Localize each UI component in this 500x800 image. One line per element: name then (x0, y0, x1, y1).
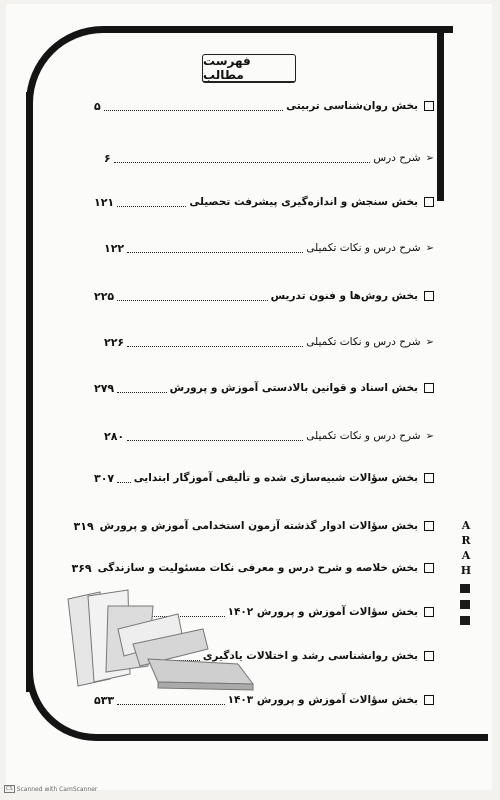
toc-entry (94, 380, 434, 396)
toc-page-number: ۱۲۲ (104, 241, 125, 255)
toc-label: بخش سؤالات شبیه‌سازی شده و تألیفی آموزگار ابتدایی (133, 472, 418, 484)
side-block (460, 584, 470, 593)
toc-entry (94, 194, 434, 210)
arrow-bullet-icon: ➢ (425, 430, 434, 442)
toc-page-number: ۶ (104, 151, 111, 165)
toc-page-number: ۳۱۹ (73, 519, 94, 533)
side-block (460, 600, 470, 609)
toc-page-number: ۳۶۹ (71, 561, 92, 575)
toc-entry (94, 470, 434, 486)
toc-entry (73, 518, 434, 534)
dot-leader (114, 154, 371, 163)
toc-label: شرح درس و نکات تکمیلی (306, 336, 421, 348)
dot-leader (117, 292, 268, 301)
toc-entry (94, 288, 434, 304)
toc-page-number: ۵۳۳ (94, 693, 115, 707)
toc-label: شرح درس و نکات تکمیلی (306, 242, 421, 254)
toc-label: شرح درس (373, 152, 421, 164)
square-bullet-icon (424, 521, 434, 531)
toc-label: بخش سؤالات ادوار گذشته آزمون استخدامی آموزش و پرورش (99, 520, 418, 532)
toc-page-number: ۲۷۹ (94, 381, 115, 395)
frame-right-border (437, 26, 444, 201)
toc-page-number: ۲۲۶ (104, 335, 125, 349)
frame-left-border (26, 92, 33, 692)
page-title: فهرست مطالب (202, 54, 296, 83)
square-bullet-icon (424, 695, 434, 705)
toc-label: بخش روش‌ها و فنون تدریس (270, 290, 418, 302)
toc-label: بخش روانشناسی رشد و اختلالات یادگیری (202, 650, 418, 662)
square-bullet-icon (424, 651, 434, 661)
toc-label: بخش سنجش و اندازه‌گیری پیشرفت تحصیلی (189, 196, 418, 208)
side-letter: R (461, 534, 471, 547)
side-letter: A (461, 549, 471, 562)
arrow-bullet-icon: ➢ (425, 336, 434, 348)
scanner-text: Scanned with CamScanner (16, 785, 98, 793)
toc-page-number: ۱۲۱ (94, 195, 115, 209)
dot-leader (117, 474, 131, 483)
toc-label: بخش خلاصه و شرح درس و معرفی نکات مسئولیت و سازندگی (97, 562, 418, 574)
toc-page-number: ۲۲۵ (94, 289, 115, 303)
arrow-bullet-icon: ➢ (425, 152, 434, 164)
arrow-bullet-icon: ➢ (425, 242, 434, 254)
square-bullet-icon (424, 473, 434, 483)
square-bullet-icon (424, 291, 434, 301)
toc-entry (71, 560, 434, 576)
square-bullet-icon (424, 383, 434, 393)
books-illustration (58, 584, 258, 704)
toc-subentry (104, 428, 434, 444)
square-bullet-icon (424, 563, 434, 573)
document-page (6, 4, 492, 790)
toc-label: شرح درس و نکات تکمیلی (306, 430, 421, 442)
dot-leader (127, 338, 303, 347)
toc-subentry (104, 334, 434, 350)
square-bullet-icon (424, 101, 434, 111)
toc-label: بخش روان‌شناسی تربیتی (286, 100, 418, 112)
side-letter: H (460, 564, 472, 577)
dot-leader (117, 384, 166, 393)
dot-leader (127, 244, 303, 253)
toc-page-number: ۳۰۷ (94, 471, 115, 485)
square-bullet-icon (424, 197, 434, 207)
toc-subentry (104, 240, 434, 256)
toc-label: بخش سؤالات آموزش و پرورش ۱۴۰۳ (227, 694, 418, 706)
dot-leader (117, 198, 186, 207)
dot-leader (127, 432, 303, 441)
scanner-badge: CS (6, 786, 13, 792)
scanner-footer (4, 785, 97, 793)
toc-page-number: ۲۸۰ (104, 429, 125, 443)
toc-label: بخش سؤالات آموزش و پرورش ۱۴۰۲ (227, 606, 418, 618)
toc-label: بخش اسناد و قوانین بالادستی آموزش و پرورش (169, 382, 418, 394)
square-bullet-icon (424, 607, 434, 617)
side-block (460, 616, 470, 625)
toc-subentry (104, 150, 434, 166)
side-letter: A (461, 519, 471, 532)
dot-leader (104, 102, 283, 111)
toc-entry (94, 98, 434, 114)
toc-page-number: ۵ (94, 99, 101, 113)
side-logo-text (459, 518, 473, 578)
